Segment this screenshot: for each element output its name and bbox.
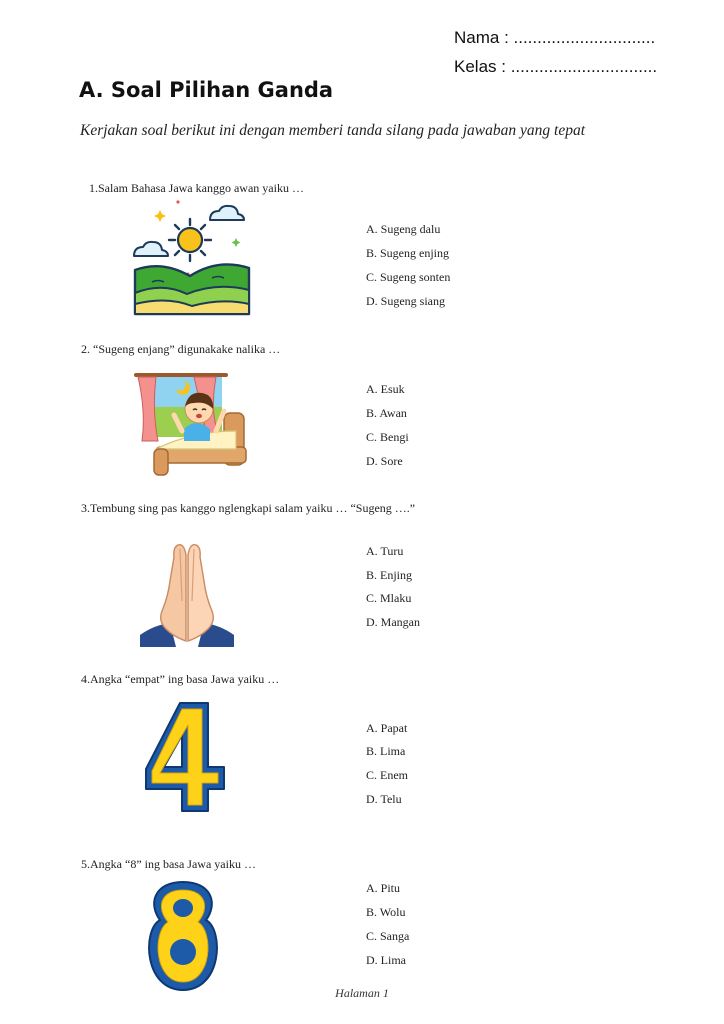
praying-hands-icon <box>140 541 234 647</box>
question-1-option-a[interactable]: A. Sugeng dalu <box>366 222 441 236</box>
question-3-option-c[interactable]: C. Mlaku <box>366 591 412 605</box>
question-4-option-d[interactable]: D. Telu <box>366 792 402 806</box>
question-2-option-c[interactable]: C. Bengi <box>366 430 409 444</box>
number-eight-icon <box>140 878 226 994</box>
question-5-option-b[interactable]: B. Wolu <box>366 905 406 919</box>
question-5-text: 5.Angka “8” ing basa Jawa yaiku … <box>81 857 256 871</box>
question-5-option-c[interactable]: C. Sanga <box>366 929 410 943</box>
name-field: Nama : .............................. <box>454 28 656 47</box>
instruction-text: Kerjakan soal berikut ini dengan memberi tanda silang pada jawaban yang tepat <box>80 122 585 139</box>
question-3-text: 3.Tembung sing pas kanggo nglengkapi salam yaiku … “Sugeng ….” <box>81 501 416 515</box>
question-4-option-b[interactable]: B. Lima <box>366 744 406 758</box>
question-3-option-a[interactable]: A. Turu <box>366 544 404 558</box>
question-2-option-d[interactable]: D. Sore <box>366 454 403 468</box>
question-2-option-a[interactable]: A. Esuk <box>366 382 405 396</box>
question-2-text: 2. “Sugeng enjang” digunakake nalika … <box>81 342 281 356</box>
question-3-option-b[interactable]: B. Enjing <box>366 568 413 582</box>
question-5-option-d[interactable]: D. Lima <box>366 953 406 967</box>
class-field: Kelas : ............................... <box>454 57 658 76</box>
question-5-option-a[interactable]: A. Pitu <box>366 881 401 895</box>
question-1-text: 1.Salam Bahasa Jawa kanggo awan yaiku … <box>89 181 304 195</box>
question-4-option-a[interactable]: A. Papat <box>366 721 408 735</box>
question-1-option-c[interactable]: C. Sugeng sonten <box>366 270 451 284</box>
sun-hills-icon <box>132 198 252 316</box>
number-four-icon <box>140 697 236 815</box>
question-4-text: 4.Angka “empat” ing basa Jawa yaiku … <box>81 672 280 686</box>
boy-waking-up-icon <box>132 371 250 477</box>
question-3-option-d[interactable]: D. Mangan <box>366 615 420 629</box>
page-number: Halaman 1 <box>335 986 389 1000</box>
question-1-option-b[interactable]: B. Sugeng enjing <box>366 246 449 260</box>
question-4-option-c[interactable]: C. Enem <box>366 768 408 782</box>
question-1-option-d[interactable]: D. Sugeng siang <box>366 294 445 308</box>
question-2-option-b[interactable]: B. Awan <box>366 406 407 420</box>
section-title: A. Soal Pilihan Ganda <box>79 78 334 102</box>
